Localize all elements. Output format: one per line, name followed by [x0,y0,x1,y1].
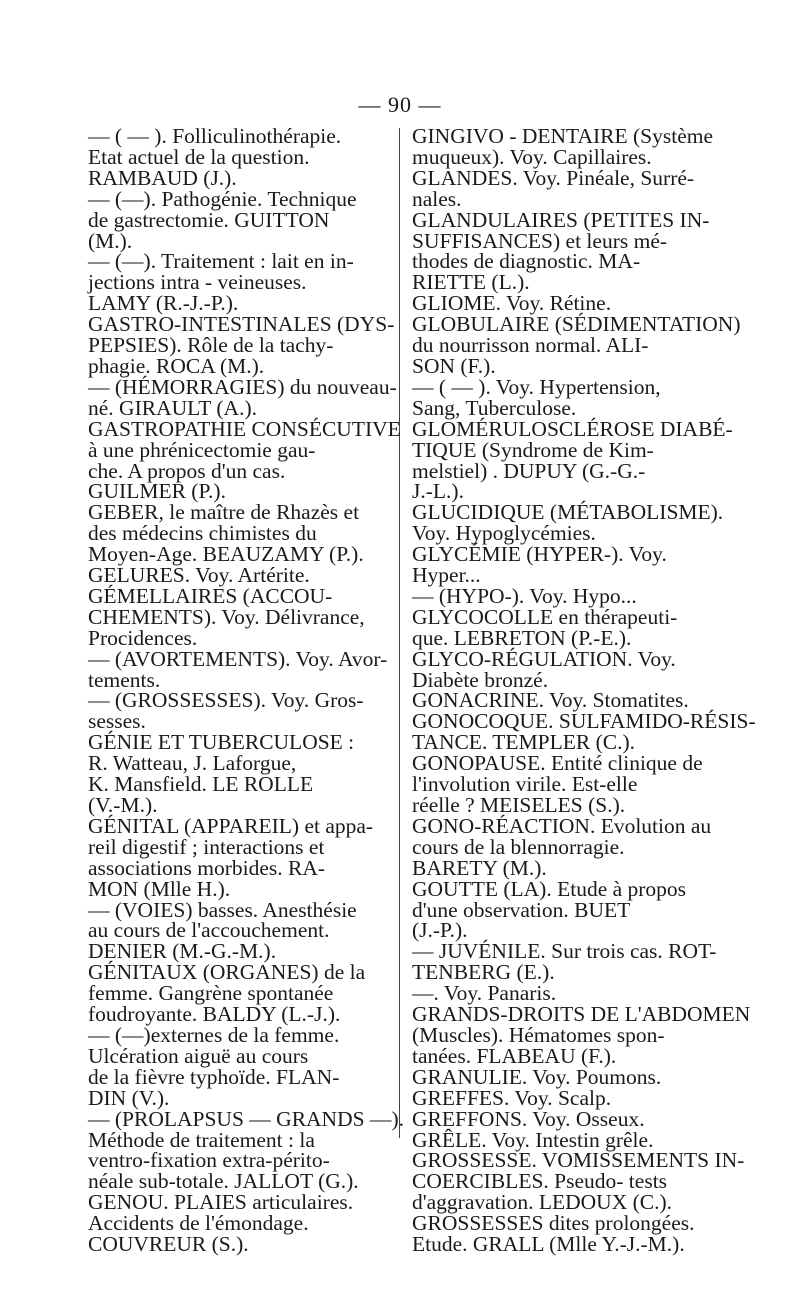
entry-line: RIETTE (L.). [412,270,530,295]
entry-line: GLUCIDIQUE (MÉTABOLISME). [412,500,724,525]
index-entry [412,502,742,544]
entry-line: GUILMER (P.). [88,479,226,504]
index-entry [88,583,418,650]
entry-line: — (—)externes de la femme. [88,1022,340,1047]
index-entry [88,732,418,816]
entry-line: de gastrectomie. GUITTON [88,207,330,232]
entry-line: — (HÉMORRAGIES) du nouveau- [88,374,397,399]
index-entry [88,314,418,377]
page-number: — 90 — [358,92,442,117]
index-entry [88,962,418,1025]
entry-line: jections intra - veineuses. [88,270,307,295]
entry-line: GÉNITAL (APPAREIL) et appa- [88,813,374,838]
entry-line: du nourrisson normal. ALI- [412,333,649,358]
entry-line: TIQUE (Syndrome de Kim- [412,437,654,462]
entry-line: PEPSIES). Rôle de la tachy- [88,333,334,358]
entry-line: GROSSESSES dites prolongées. [412,1211,695,1236]
entry-line: — (HYPO-). Voy. Hypo... [412,583,637,608]
entry-line: au cours de l'accouchement. [88,918,330,943]
entry-line: GÉNIE ET TUBERCULOSE : [88,730,355,755]
entry-line: Moyen-Age. BEAUZAMY (P.). [88,542,364,567]
entry-line: GLYCÉMIE (HYPER-). Voy. [412,542,667,567]
entry-line: (Muscles). Hématomes spon- [412,1022,665,1047]
entry-line: GÉNITAUX (ORGANES) de la [88,960,366,985]
index-entry [88,897,418,964]
entry-line: tements. [88,667,161,692]
entry-line: cours de la blennorragie. [412,834,625,859]
entry-line: GONACRINE. Voy. Stomatites. [412,688,689,713]
entry-line: J.-L.). [412,479,464,504]
entry-line: néale sub-totale. JALLOT (G.). [88,1169,359,1194]
entry-line: SUFFISANCES) et leurs mé- [412,228,668,253]
entry-line: MON (Mlle H.). [88,876,231,901]
entry-line: Etat actuel de la question. [88,144,310,169]
entry-line: l'involution virile. Est-elle [412,772,638,797]
entry-line: LAMY (R.-J.-P.). [88,291,239,316]
entry-line: (J.-P.). [412,918,468,943]
entry-line: GRÊLE. Voy. Intestin grêle. [412,1127,654,1152]
entry-line: réelle ? MEISELES (S.). [412,793,626,817]
entry-line: GLANDES. Voy. Pinéale, Surré- [412,165,695,190]
entry-line: — (—). Pathogénie. Technique [88,186,357,211]
entry-line: que. LEBRETON (P.-E.). [412,625,632,650]
entry-line: —. Voy. Panaris. [412,981,557,1006]
entry-line: Procidences. [88,625,198,650]
entry-line: GONOPAUSE. Entité clinique de [412,751,703,776]
entry-line: — (PROLAPSUS — GRANDS —). [88,1106,404,1131]
index-entry [412,374,742,420]
entry-line: GEBER, le maître de Rhazès et [88,500,360,525]
entry-line: tanées. FLABEAU (F.). [412,1043,617,1068]
index-entry [88,251,418,314]
index-entry [412,604,742,650]
entry-line: de la fièvre typhoïde. FLAN- [88,1064,340,1089]
index-entry [412,983,742,1004]
entry-line: femme. Gangrène spontanée [88,981,334,1006]
entry-line: GINGIVO - DENTAIRE (Système [412,124,714,148]
index-entry [412,583,742,608]
index-entry [412,1213,742,1255]
entry-line: GONO-RÉACTION. Evolution au [412,813,712,838]
entry-line: R. Watteau, J. Laforgue, [88,751,297,776]
entry-line: COERCIBLES. Pseudo- tests [412,1169,668,1194]
index-entry [412,1127,742,1152]
index-entry [412,941,742,983]
index-entry [412,753,742,816]
index-entry [412,544,742,586]
entry-line: (M.). [88,228,133,253]
entry-line: — (GROSSESSES). Voy. Gros- [88,688,364,713]
entry-line: GLOMÉRULOSCLÉROSE DIABÉ- [412,416,733,441]
index-entry [88,646,418,692]
entry-line: GONOCOQUE. SULFAMIDO-RÉSIS- [412,709,756,734]
index-entry [412,876,742,943]
entry-line: che. A propos d'un cas. [88,458,286,483]
index-entry [88,374,418,420]
entry-line: reil digestif ; interactions et [88,834,325,859]
entry-line: Diabète bronzé. [412,667,549,692]
entry-line: GLANDULAIRES (PETITES IN- [412,207,710,232]
index-entry [412,314,742,377]
entry-line: — ( — ). Voy. Hypertension, [412,374,661,399]
index-entry [88,1022,418,1110]
entry-line: Sang, Tuberculose. [412,395,577,420]
index-entry [88,690,418,732]
index-entry [412,646,742,692]
entry-line: RAMBAUD (J.). [88,165,237,190]
entry-line: GRANULIE. Voy. Poumons. [412,1064,662,1089]
entry-line: GASTROPATHIE CONSÉCUTIVE [88,416,401,441]
entry-line: d'aggravation. LEDOUX (C.). [412,1190,673,1215]
index-entry [88,1192,418,1255]
entry-line: — ( — ). Folliculinothérapie. [88,124,342,148]
entry-line: GROSSESSE. VOMISSEMENTS IN- [412,1148,745,1173]
index-entry [412,165,742,211]
right-column [412,124,756,1257]
entry-line: GLOBULAIRE (SÉDIMENTATION) [412,312,741,337]
index-entry [412,1064,742,1089]
index-entry [88,502,418,565]
entry-line: — (AVORTEMENTS). Voy. Avor- [88,646,388,671]
left-column [88,126,418,1255]
entry-line: Ulcération aiguë au cours [88,1043,309,1068]
entry-line: GLYCO-RÉGULATION. Voy. [412,646,676,671]
entry-line: CHEMENTS). Voy. Délivrance, [88,604,365,629]
entry-line: GENOU. PLAIES articulaires. [88,1190,354,1215]
entry-line: Etude. GRALL (Mlle Y.-J.-M.). [412,1232,685,1257]
entry-line: Hyper... [412,563,481,588]
index-entry [412,126,742,168]
entry-line: TANCE. TEMPLER (C.). [412,730,636,755]
entry-line: Accidents de l'émondage. [88,1211,309,1236]
index-entry [412,416,742,504]
entry-line: TENBERG (E.). [412,960,555,985]
index-entry [88,565,418,586]
entry-line: — JUVÉNILE. Sur trois cas. ROT- [412,939,717,964]
entry-line: d'une observation. BUET [412,897,631,922]
entry-line: GRANDS-DROITS DE L'ABDOMEN [412,1002,751,1027]
index-entry [412,1106,742,1131]
entry-line: GREFFES. Voy. Scalp. [412,1085,612,1110]
entry-line: DIN (V.). [88,1085,170,1110]
index-entry [412,293,742,314]
entry-line: GREFFONS. Voy. Osseux. [412,1106,645,1131]
entry-line: phagie. ROCA (M.). [88,353,265,378]
entry-line: Méthode de traitement : la [88,1127,315,1152]
index-entry [88,1106,418,1194]
entry-line: nales. [412,186,462,211]
index-entry [88,416,418,504]
entry-line: — (VOIES) basses. Anesthésie [88,897,357,922]
entry-line: thodes de diagnostic. MA- [412,249,641,274]
entry-line: GOUTTE (LA). Etude à propos [412,876,687,901]
entry-line: ventro-fixation extra-périto- [88,1148,330,1173]
entry-line: GLIOME. Voy. Rétine. [412,291,612,316]
entry-line: GÉMELLAIRES (ACCOU- [88,583,333,608]
index-entry [88,126,418,189]
index-entry [412,709,756,755]
index-entry [412,690,742,711]
index-entry [412,1148,745,1215]
index-entry [412,1002,751,1068]
entry-line: COUVREUR (S.). [88,1232,249,1257]
entry-line: des médecins chimistes du [88,521,317,546]
index-entry [412,207,742,295]
entry-line: sesses. [88,709,146,734]
entry-line: — (—). Traitement : lait en in- [88,249,354,274]
entry-line: BARETY (M.). [412,855,547,880]
entry-line: né. GIRAULT (A.). [88,395,257,420]
entry-line: GELURES. Voy. Artérite. [88,563,310,588]
index-entry [88,186,418,253]
entry-line: (V.-M.). [88,793,158,817]
entry-line: foudroyante. BALDY (L.-J.). [88,1002,341,1027]
entry-line: DENIER (M.-G.-M.). [88,939,277,964]
entry-line: SON (F.). [412,353,496,378]
entry-line: muqueux). Voy. Capillaires. [412,144,652,169]
index-entry [88,813,418,901]
entry-line: melstiel) . DUPUY (G.-G.- [412,458,646,483]
entry-line: K. Mansfield. LE ROLLE [88,772,314,797]
index-entry [412,1085,742,1110]
entry-line: à une phrénicectomie gau- [88,437,316,462]
entry-line: Voy. Hypoglycémies. [412,521,596,546]
entry-line: associations morbides. RA- [88,855,326,880]
index-entry [412,813,742,880]
entry-line: GLYCOCOLLE en thérapeuti- [412,604,678,629]
entry-line: GASTRO-INTESTINALES (DYS- [88,312,395,337]
